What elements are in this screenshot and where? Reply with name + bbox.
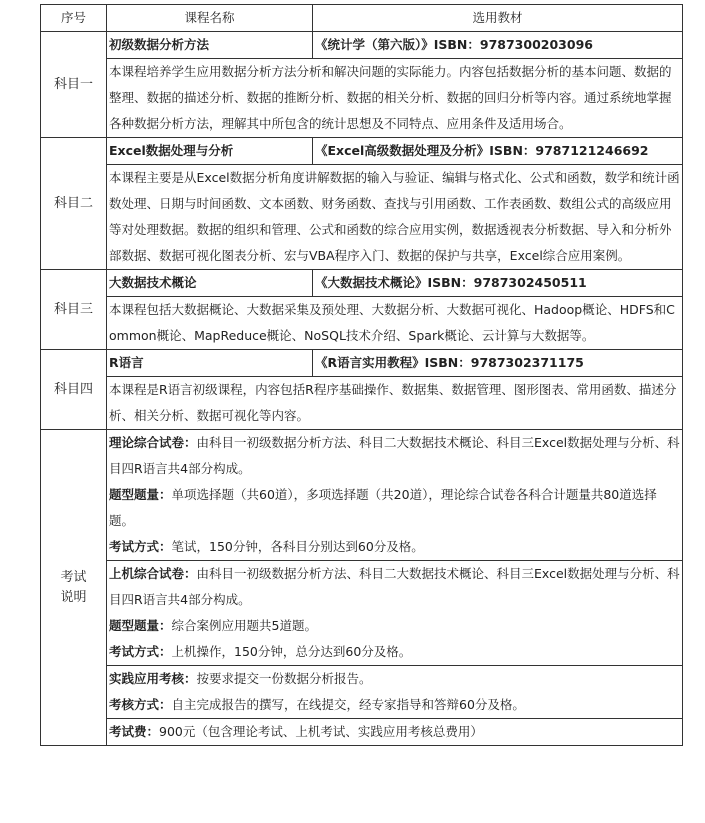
machine-exam: [107, 561, 683, 666]
textbook: 《统计学（第六版）》ISBN：9787300203096: [313, 32, 683, 59]
course-name: Excel数据处理与分析: [107, 138, 313, 165]
assess-value: 自主完成报告的撰写，在线提交，经专家指导和答辩60分及格。: [171, 697, 525, 712]
table-row: [41, 666, 683, 719]
machine-exam-key: 上机综合试卷：: [109, 566, 197, 581]
exam-label-line2: 说明: [60, 589, 87, 605]
course-name: 大数据技术概论: [107, 270, 313, 297]
textbook: 《大数据技术概论》ISBN：9787302450511: [313, 270, 683, 297]
theory-type-key: 题型题量：: [109, 487, 172, 502]
exam-label-line1: 考试: [60, 569, 87, 585]
exam-fee: [107, 719, 683, 746]
fee-value: 900元（包含理论考试、上机考试、实践应用考核总费用）: [159, 724, 483, 739]
header-course: 课程名称: [107, 5, 313, 32]
machine-type-key: 题型题量：: [109, 618, 172, 633]
table-row: [41, 350, 683, 377]
table-row: [41, 59, 683, 138]
practice-key: 实践应用考核：: [109, 671, 197, 686]
course-description: 本课程主要是从Excel数据分析角度讲解数据的输入与验证、编辑与格式化、公式和函数，数学和统计函数处理、日期与时间函数、文本函数、财务函数、查找与引用函数、工作表函数、数组公式的高级应用等对处理数据。数据的组织和管理、公式和函数的综合应用实例，数据透视表分析数据、导入和分析外部数据、数据可视化图表分析、宏与VBA程序入门、数据的保护与共享，Excel综合应用案例。: [107, 165, 683, 270]
table-row: [41, 270, 683, 297]
fee-key: 考试费：: [109, 724, 160, 739]
table-row: [41, 165, 683, 270]
theory-mode-value: 笔试，150分钟，各科目分别达到60分及格。: [171, 539, 424, 554]
course-table: [40, 4, 683, 746]
theory-exam-key: 理论综合试卷：: [109, 435, 197, 450]
table-row: [41, 138, 683, 165]
table-row: [41, 719, 683, 746]
course-name: R语言: [107, 350, 313, 377]
course-description: 本课程包括大数据概论、大数据采集及预处理、大数据分析、大数据可视化、Hadoop概论、HDFS和Common概论、MapReduce概论、NoSQL技术介绍、Spark概论、云计算与大数据等。: [107, 297, 683, 350]
course-name: 初级数据分析方法: [107, 32, 313, 59]
course-description: 本课程是R语言初级课程，内容包括R程序基础操作、数据集、数据管理、图形图表、常用函数、描述分析、相关分析、数据可视化等内容。: [107, 377, 683, 430]
practice-value: 按要求提交一份数据分析报告。: [196, 671, 372, 686]
subject-label: 科目一: [41, 32, 107, 138]
theory-exam-value: 由科目一初级数据分析方法、科目二大数据技术概论、科目三Excel数据处理与分析、科目四R语言共4部分构成。: [109, 435, 680, 476]
table-row: [41, 377, 683, 430]
subject-label: 科目二: [41, 138, 107, 270]
machine-type-text: [109, 613, 680, 639]
machine-exam-value: 由科目一初级数据分析方法、科目二大数据技术概论、科目三Excel数据处理与分析、科目四R语言共4部分构成。: [109, 566, 680, 607]
subject-label: 科目三: [41, 270, 107, 350]
table-row: [41, 297, 683, 350]
machine-mode-text: [109, 639, 680, 665]
machine-mode-key: 考试方式：: [109, 644, 172, 659]
subject-label: 科目四: [41, 350, 107, 430]
machine-exam-text: [109, 561, 680, 613]
theory-mode-key: 考试方式：: [109, 539, 172, 554]
assess-text: [109, 692, 680, 718]
table-row: [41, 32, 683, 59]
course-description: 本课程培养学生应用数据分析方法分析和解决问题的实际能力。内容包括数据分析的基本问题、数据的整理、数据的描述分析、数据的推断分析、数据的相关分析、数据的回归分析等内容。通过系统地掌握各种数据分析方法，理解其中所包含的统计思想及不同特点、应用条件及适用场合。: [107, 59, 683, 138]
theory-type-value: 单项选择题（共60道），多项选择题（共20道），理论综合试卷各科合计题量共80道选择题。: [109, 487, 657, 528]
theory-type-text: [109, 482, 680, 534]
textbook: 《R语言实用教程》ISBN：9787302371175: [313, 350, 683, 377]
theory-mode-text: [109, 534, 680, 560]
table-row: [41, 561, 683, 666]
header-no: 序号: [41, 5, 107, 32]
practice-exam: [107, 666, 683, 719]
theory-exam-text: [109, 430, 680, 482]
theory-exam: [107, 430, 683, 561]
header-textbook: 选用教材: [313, 5, 683, 32]
exam-label: [41, 430, 107, 746]
machine-mode-value: 上机操作，150分钟，总分达到60分及格。: [171, 644, 412, 659]
table-header-row: [41, 5, 683, 32]
practice-text: [109, 666, 680, 692]
textbook: 《Excel高级数据处理及分析》ISBN：9787121246692: [313, 138, 683, 165]
fee-text: [109, 719, 680, 745]
assess-key: 考核方式：: [109, 697, 172, 712]
machine-type-value: 综合案例应用题共5道题。: [171, 618, 317, 633]
table-row: [41, 430, 683, 561]
